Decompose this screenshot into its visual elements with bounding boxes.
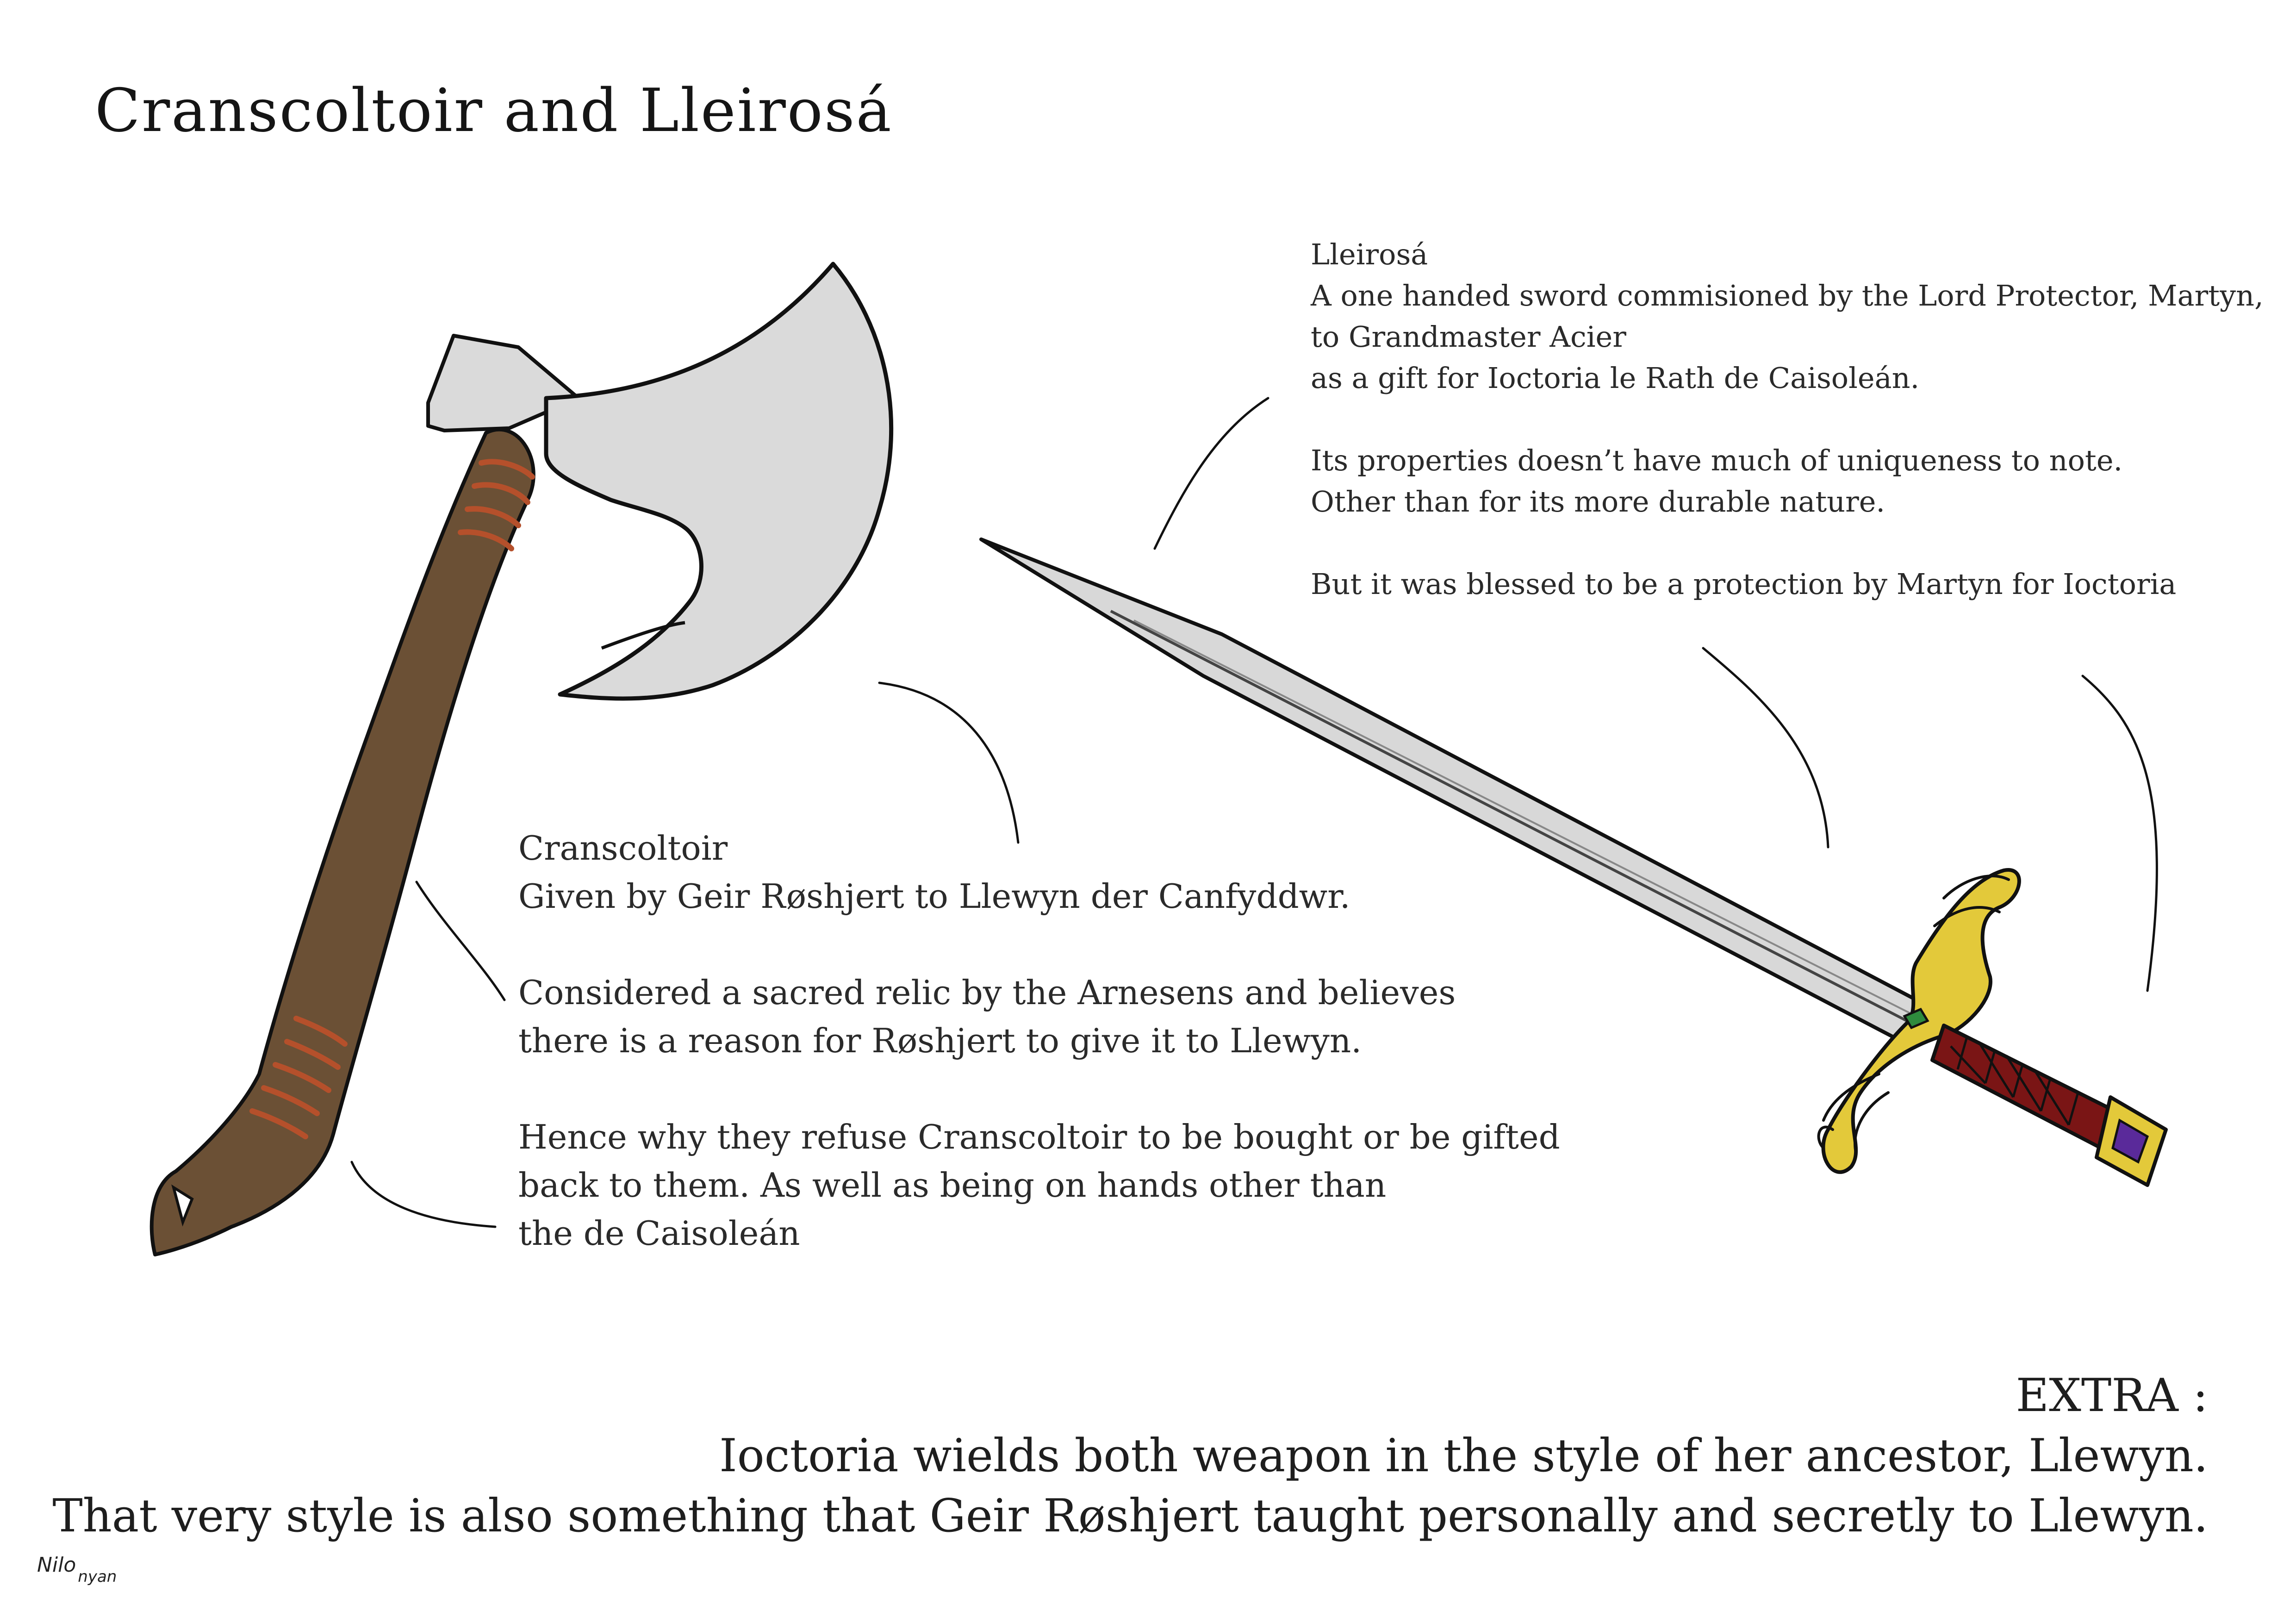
lleirosa-name: Lleirosá [1311, 237, 1428, 271]
cranscoltoir-relic-line: there is a reason for Røshjert to give it to Llewyn. [518, 1021, 1362, 1060]
signature-sub: nyan [78, 1568, 117, 1586]
axe-handle [152, 430, 534, 1255]
cranscoltoir-refusal-line: the de Caisoleán [518, 1214, 800, 1253]
sword-grip [1932, 1025, 2115, 1148]
lleirosa-line: A one handed sword commisioned by the Lord Protector, Martyn, [1311, 279, 2264, 312]
lleirosa-blessing: But it was blessed to be a protection by Martyn for Ioctoria [1311, 567, 2177, 601]
lleirosa-property: Its properties doesn’t have much of uniqueness to note. [1311, 443, 2123, 477]
page-title: Cranscoltoir and Lleirosá [95, 76, 893, 145]
extra-line: That very style is also something that Geir Røshjert taught personally and secretly to Llewyn. [52, 1490, 2208, 1543]
cranscoltoir-relic-line: Considered a sacred relic by the Arnesens and believes [518, 973, 1456, 1012]
axe-blade [546, 264, 891, 699]
cranscoltoir-description [518, 824, 1560, 1257]
extra-heading: EXTRA : [2016, 1369, 2208, 1422]
cranscoltoir-refusal-line: Hence why they refuse Cranscoltoir to be bought or be gifted [518, 1118, 1560, 1156]
lleirosa-description [1311, 234, 2264, 605]
lleirosa-line: to Grandmaster Acier [1311, 320, 1626, 354]
signature-main: Nilo [37, 1553, 76, 1577]
cranscoltoir-given: Given by Geir Røshjert to Llewyn der Canfyddwr. [518, 877, 1350, 916]
extra-line: Ioctoria wields both weapon in the style of her ancestor, Llewyn. [719, 1430, 2208, 1482]
artist-signature [37, 1553, 117, 1586]
lleirosa-property: Other than for its more durable nature. [1311, 485, 1885, 518]
cranscoltoir-refusal-line: back to them. As well as being on hands other than [518, 1166, 1387, 1205]
lleirosa-line: as a gift for Ioctoria le Rath de Caisoleán. [1311, 361, 1920, 395]
cranscoltoir-name: Cranscoltoir [518, 829, 728, 868]
extra-note [52, 1366, 2208, 1546]
